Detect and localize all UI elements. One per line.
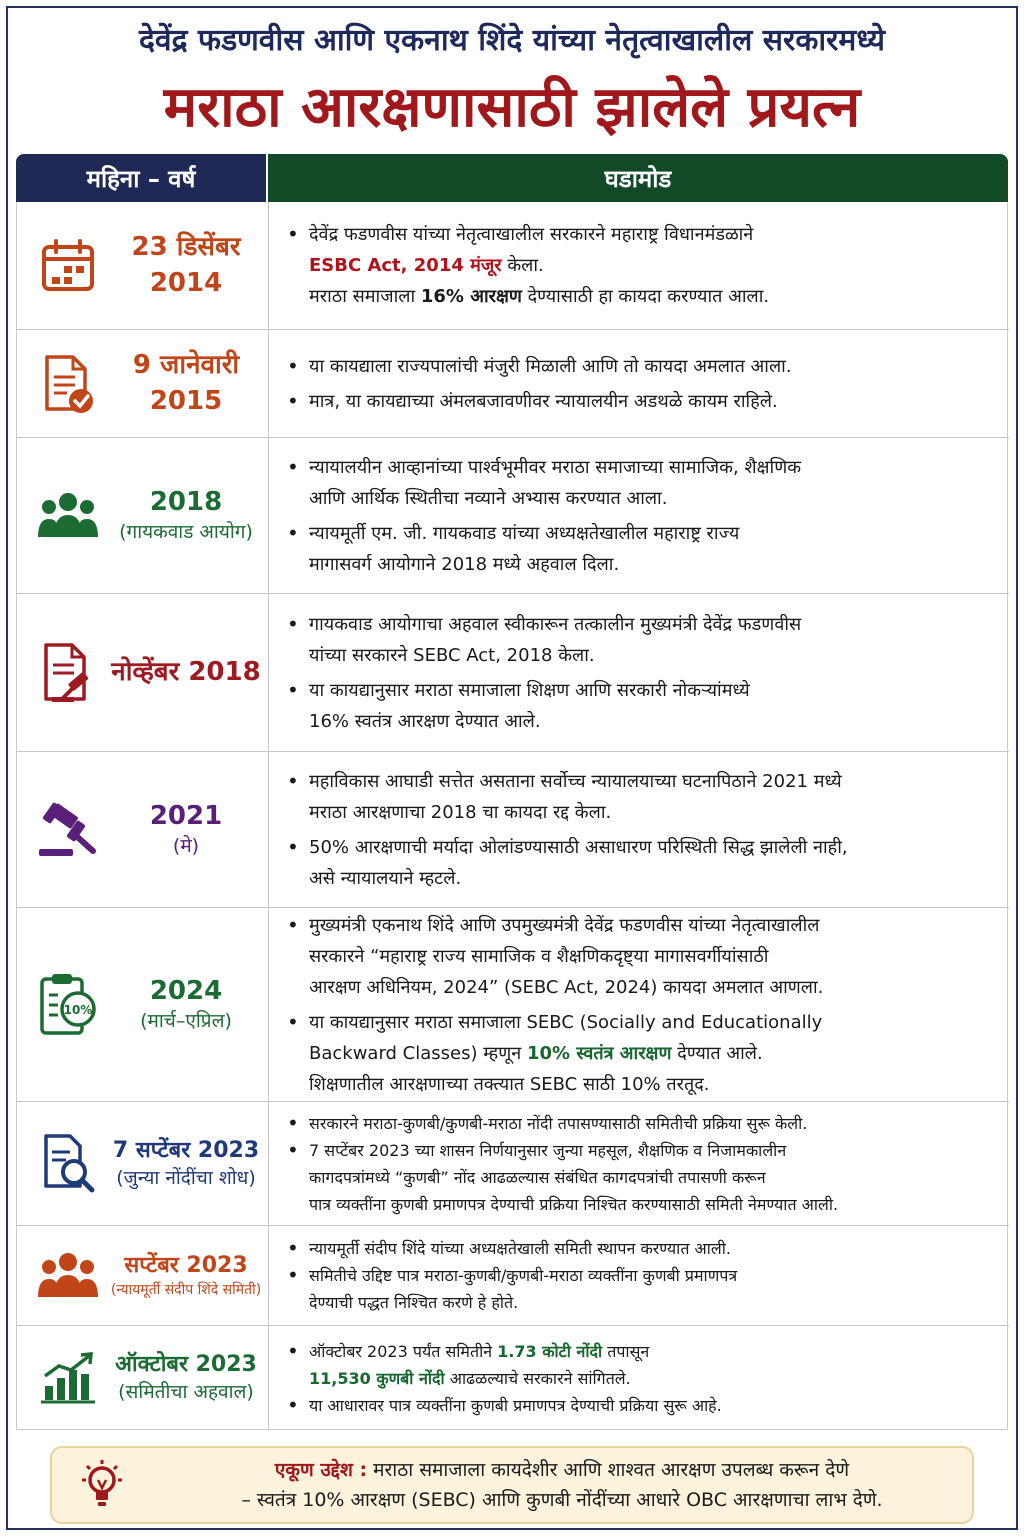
committee-group-icon	[31, 1251, 105, 1301]
table-row	[17, 752, 1009, 908]
summary-text: एकूण उद्देश : मराठा समाजाला कायदेशीर आणि शाश्वत आरक्षण उपलब्ध करून देणे – स्वतंत्र 10% आरक्षण (SEBC) आणि कुणबी नोंदींच्या आधारे OBC आरक्षणाचा लाभ देणे.	[241, 1459, 883, 1511]
event-bullet: • या कायद्यानुसार मराठा समाजाला SEBC (Socially and Educationally Backward Classes) म्हणून 10% स्वतंत्र आरक्षण देण्यात आले. शिक्षणातील आरक्षणाच्या तक्त्यात SEBC साठी 10% तरतूद.	[285, 1007, 997, 1100]
event-bullet: • या कायद्याला राज्यपालांची मंजुरी मिळाली आणि तो कायदा अमलात आला.	[285, 351, 997, 382]
event-bullet: • 50% आरक्षणाची मर्यादा ओलांडण्यासाठी असाधारण परिस्थिती सिद्ध झालेली नाही, असे न्यायालयाने म्हटले.	[285, 832, 997, 894]
event-bullet: • महाविकास आघाडी सत्तेत असताना सर्वोच्च न्यायालयाच्या घटनापिठाने 2021 मध्ये मराठा आरक्षणाचा 2018 चा कायदा रद्द केला.	[285, 766, 997, 828]
date-cell	[17, 594, 267, 751]
date-cell	[17, 752, 267, 907]
events-cell	[285, 752, 997, 907]
table-row	[17, 202, 1009, 330]
date-cell	[17, 438, 267, 593]
event-bullet: • न्यायमूर्ती एम. जी. गायकवाड यांच्या अध्यक्षतेखालील महाराष्ट्र राज्य मागासवर्ग आयोगाने 2018 मध्ये अहवाल दिला.	[285, 518, 997, 580]
date-label: 7 सप्टेंबर 2023	[112, 1137, 260, 1163]
table-row	[17, 594, 1009, 752]
gavel-icon	[31, 801, 105, 859]
events-cell	[285, 202, 997, 329]
date-year: 2014	[149, 267, 223, 298]
event-bullet: • न्यायालयीन आव्हानांच्या पार्श्वभूमीवर मराठा समाजाच्या सामाजिक, शैक्षणिक आणि आर्थिक स्थितीचा नव्याने अभ्यास करण्यात आला.	[285, 452, 997, 514]
page-title: मराठा आरक्षणासाठी झालेले प्रयत्न	[163, 75, 861, 140]
date-year: 2015	[149, 385, 223, 416]
table-row	[17, 1226, 1009, 1326]
table-row	[17, 438, 1009, 594]
people-group-icon	[31, 491, 105, 541]
date-cell	[17, 330, 267, 437]
date-label: ऑक्टोबर 2023	[115, 1352, 257, 1378]
date-label: 9 जानेवारी	[132, 350, 240, 381]
event-bullet: • देवेंद्र फडणवीस यांच्या नेतृत्वाखालील सरकारने महाराष्ट्र विधानमंडळाने ESBC Act, 2014 मंजूर केला. मराठा समाजाला 16% आरक्षण देण्यासाठी हा कायदा करण्यात आला.	[285, 219, 997, 312]
law-document-icon	[31, 641, 105, 705]
document-search-icon	[31, 1132, 105, 1196]
table-row	[17, 330, 1009, 438]
event-bullet: • मात्र, या कायद्याच्या अंमलबजावणीवर न्यायालयीन अडथळे कायम राहिले.	[285, 386, 997, 417]
growth-chart-icon	[31, 1352, 105, 1404]
date-label: सप्टेंबर 2023	[124, 1253, 248, 1279]
table-row	[17, 1326, 1009, 1430]
date-year: 2021	[149, 801, 223, 832]
column-header-events: घडामोड	[268, 154, 1008, 202]
table-row	[17, 908, 1009, 1102]
clipboard-percent-icon	[31, 971, 105, 1039]
table-row	[17, 1102, 1009, 1226]
event-bullet: • गायकवाड आयोगाचा अहवाल स्वीकारून तत्कालीन मुख्यमंत्री देवेंद्र फडणवीस यांच्या सरकारने SEBC Act, 2018 केला.	[285, 609, 997, 671]
date-note: (मे)	[172, 835, 200, 858]
date-note: (जुन्या नोंदींचा शोध)	[116, 1166, 256, 1189]
event-bullet: • न्यायमूर्ती संदीप शिंदे यांच्या अध्यक्षतेखाली समिती स्थापन करण्यात आली.	[285, 1235, 997, 1262]
timeline-table	[16, 202, 1008, 1430]
calendar-icon	[31, 237, 105, 295]
events-cell	[285, 1102, 997, 1225]
summary-label: एकूण उद्देश :	[274, 1459, 368, 1481]
event-bullet: • या आधारावर पात्र व्यक्तींना कुणबी प्रमाणपत्र देण्याची प्रक्रिया सुरू आहे.	[285, 1392, 997, 1419]
event-bullet: • ऑक्टोबर 2023 पर्यंत समितीने 1.73 कोटी नोंदी तपासून 11,530 कुणबी नोंदी आढळल्याचे सरकारने सांगितले.	[285, 1338, 997, 1392]
date-label: नोव्हेंबर 2018	[111, 656, 261, 687]
date-note: (गायकवाड आयोग)	[119, 521, 253, 544]
date-cell	[17, 202, 267, 329]
event-bullet: • समितीचे उद्दिष्ट पात्र मराठा-कुणबी/कुणबी-मराठा व्यक्तींना कुणबी प्रमाणपत्र देण्याची पद्धत निश्चित करणे हे होते.	[285, 1262, 997, 1316]
events-cell	[285, 908, 997, 1101]
approved-document-icon	[31, 353, 105, 415]
percent-badge: 10%	[63, 1002, 93, 1017]
date-note: (न्यायमूर्ती संदीप शिंदे समिती)	[110, 1281, 262, 1298]
date-note: (समितीचा अहवाल)	[118, 1381, 254, 1404]
events-cell	[285, 594, 997, 751]
date-cell	[17, 1226, 267, 1325]
date-cell	[17, 1326, 267, 1430]
event-bullet: • मुख्यमंत्री एकनाथ शिंदे आणि उपमुख्यमंत्री देवेंद्र फडणवीस यांच्या नेतृत्वाखालील सरकारने “महाराष्ट्र राज्य सामाजिक व शैक्षणिकदृष्ट्या मागासवर्गीयांसाठी आरक्षण अधिनियम, 2024” (SEBC Act, 2024) कायदा अमलात आणला.	[285, 910, 997, 1003]
events-cell	[285, 1226, 997, 1325]
events-cell	[285, 438, 997, 593]
event-bullet: • सरकारने मराठा-कुणबी/कुणबी-मराठा नोंदी तपासण्यासाठी समितीची प्रक्रिया सुरू केली.	[285, 1110, 997, 1137]
date-label: 23 डिसेंबर	[131, 232, 241, 263]
date-year: 2018	[149, 487, 223, 518]
lightbulb-icon	[52, 1458, 152, 1512]
events-cell	[285, 330, 997, 437]
page-subtitle: देवेंद्र फडणवीस आणि एकनाथ शिंदे यांच्या नेतृत्वाखालील सरकारमध्ये	[138, 23, 886, 58]
event-bullet: • 7 सप्टेंबर 2023 च्या शासन निर्णयानुसार जुन्या महसूल, शैक्षणिक व निजामकालीन कागदपत्रांमध्ये “कुणबी” नोंद आढळल्यास संबंधित कागदपत्रांची तपासणी करून पात्र व्यक्तींना कुणबी प्रमाणपत्र देण्याची प्रक्रिया निश्चित करण्यासाठी समिती नेमण्यात आली.	[285, 1137, 997, 1218]
date-year: 2024	[149, 976, 223, 1007]
summary-box	[50, 1446, 974, 1524]
date-note: (मार्च–एप्रिल)	[140, 1010, 232, 1033]
date-cell	[17, 1102, 267, 1225]
events-cell	[285, 1326, 997, 1430]
event-bullet: • या कायद्यानुसार मराठा समाजाला शिक्षण आणि सरकारी नोकऱ्यांमध्ये 16% स्वतंत्र आरक्षण देण्यात आले.	[285, 675, 997, 737]
date-cell	[17, 908, 267, 1101]
column-header-date: महिना – वर्ष	[16, 154, 266, 202]
